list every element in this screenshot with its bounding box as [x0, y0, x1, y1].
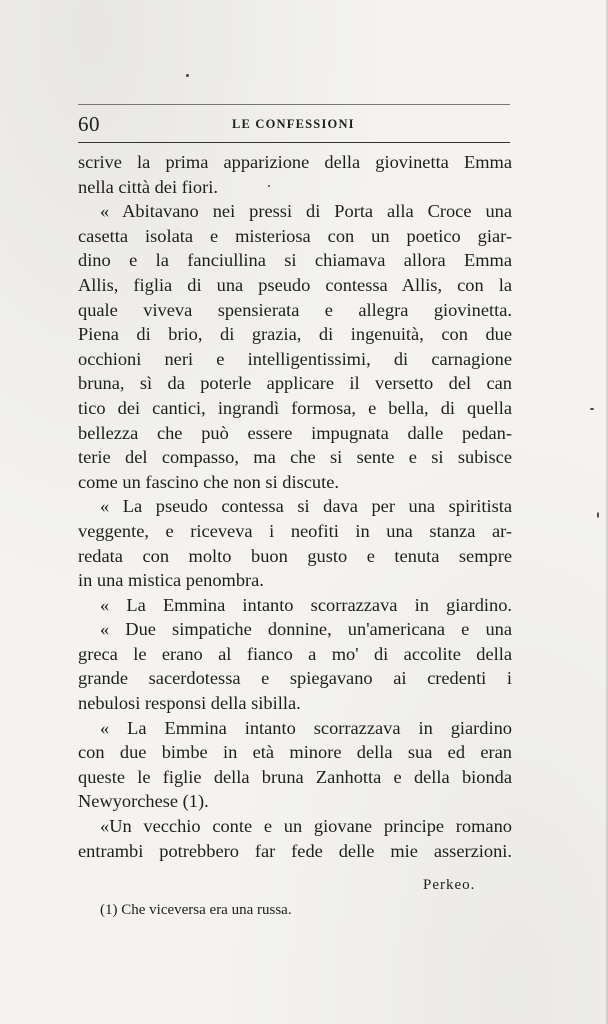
text-line: « La pseudo contessa si dava per una spiritista [100, 496, 512, 517]
text-line: bruna, sì da poterle applicare il versetto del can [78, 373, 512, 394]
text-line: entrambi potrebbero far fede delle mie asserzioni. [78, 840, 512, 861]
text-line: come un fascino che non si discute. [78, 471, 339, 492]
header-rule-top [78, 104, 510, 105]
body-text [78, 150, 512, 863]
text-line: occhioni neri e intelligentissimi, di carnagione [78, 348, 512, 369]
header-rule-bottom [78, 142, 510, 143]
paper-speck [268, 185, 270, 187]
text-line: «Un vecchio conte e un giovane principe romano [100, 816, 512, 837]
page-number: 60 [78, 112, 100, 136]
text-line: greca le erano al fianco a mo' di accolite della [78, 643, 512, 664]
text-line: « Due simpatiche donnine, un'americana e una [100, 619, 512, 640]
text-line: veggente, e riceveva i neofiti in una stanza ar- [78, 520, 512, 541]
text-line: queste le figlie della bruna Zanhotta e della bionda [78, 766, 512, 787]
text-line: con due bimbe in età minore della sua ed eran [78, 742, 512, 763]
text-line: casetta isolata e misteriosa con un poetico giar- [78, 225, 512, 246]
text-line: Newyorchese (1). [78, 791, 209, 812]
text-line: Piena di brio, di grazia, di ingenuità, con due [78, 324, 512, 345]
text-line: in una mistica penombra. [78, 570, 264, 591]
text-line: bellezza che può essere impugnata dalle pedan- [78, 422, 512, 443]
text-line: tico dei cantici, ingrandì formosa, e bella, di quella [78, 397, 512, 418]
running-head: LE CONFESSIONI [232, 117, 355, 131]
signature: Perkeo. [423, 877, 476, 893]
footnote: (1) Che viceversa era una russa. [100, 902, 292, 918]
paper-speck [590, 408, 594, 410]
text-line: terie del compasso, ma che si sente e si subisce [78, 447, 512, 468]
text-line: « Abitavano nei pressi di Porta alla Croce una [100, 201, 512, 222]
text-line: grande sacerdotessa e spiegavano ai credenti i [78, 668, 512, 689]
text-line: nella città dei fiori. [78, 176, 218, 197]
paper-speck [186, 74, 189, 77]
text-line: quale viveva spensierata e allegra giovinetta. [78, 299, 512, 320]
text-line: redata con molto buon gusto e tenuta sempre [78, 545, 512, 566]
text-line: dino e la fanciullina si chiamava allora Emma [78, 250, 512, 271]
text-line: scrive la prima apparizione della giovinetta Emma [78, 152, 512, 172]
text-line: Allis, figlia di una pseudo contessa Allis, con la [78, 274, 512, 295]
paper-speck [597, 512, 599, 518]
text-line: « La Emmina intanto scorrazzava in giardino. [100, 594, 512, 615]
text-line: « La Emmina intanto scorrazzava in giardino [100, 717, 512, 738]
text-line: nebulosi responsi della sibilla. [78, 693, 301, 714]
